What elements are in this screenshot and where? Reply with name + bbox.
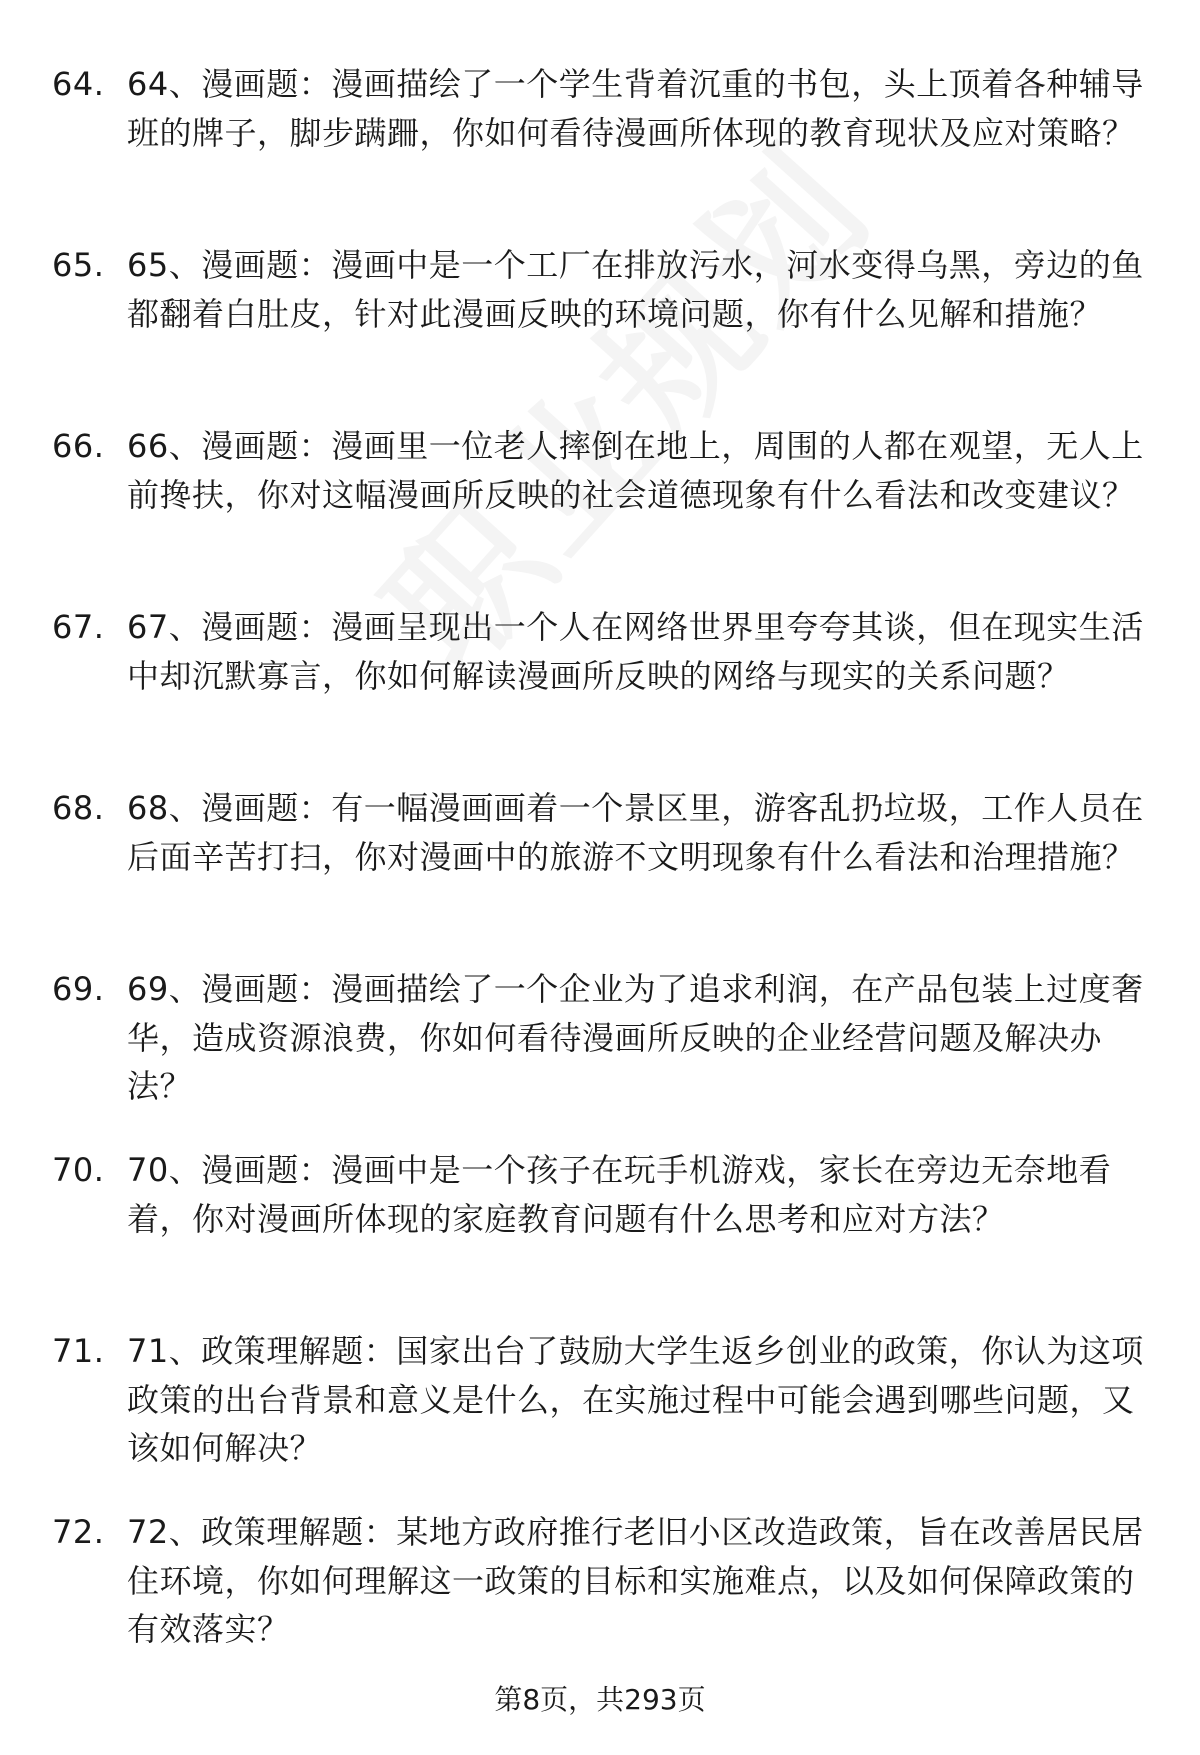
list-item <box>52 60 1152 241</box>
list-item <box>52 965 1152 1146</box>
question-text: 65、漫画题：漫画中是一个工厂在排放污水，河水变得乌黑，旁边的鱼都翻着白肚皮，针对此漫画反映的环境问题，你有什么见解和措施？ <box>127 246 1144 333</box>
question-number: 64. <box>52 65 105 103</box>
question-number: 68. <box>52 789 105 827</box>
list-item <box>52 1146 1152 1327</box>
question-text: 66、漫画题：漫画里一位老人摔倒在地上，周围的人都在观望，无人上前搀扶，你对这幅漫画所反映的社会道德现象有什么看法和改变建议？ <box>127 427 1144 514</box>
question-text: 67、漫画题：漫画呈现出一个人在网络世界里夸夸其谈，但在现实生活中却沉默寡言，你如何解读漫画所反映的网络与现实的关系问题？ <box>127 608 1144 695</box>
question-list <box>52 60 1152 1689</box>
question-number: 70. <box>52 1151 105 1189</box>
question-number: 71. <box>52 1332 105 1370</box>
question-text: 70、漫画题：漫画中是一个孩子在玩手机游戏，家长在旁边无奈地看着，你对漫画所体现的家庭教育问题有什么思考和应对方法？ <box>127 1151 1112 1238</box>
question-text: 68、漫画题：有一幅漫画画着一个景区里，游客乱扔垃圾，工作人员在后面辛苦打扫，你对漫画中的旅游不文明现象有什么看法和治理措施？ <box>127 789 1144 876</box>
page-footer: 第8页，共293页 <box>494 1683 706 1716</box>
list-item <box>52 241 1152 422</box>
question-number: 72. <box>52 1513 105 1551</box>
question-text: 69、漫画题：漫画描绘了一个企业为了追求利润，在产品包装上过度奢华，造成资源浪费，你如何看待漫画所反映的企业经营问题及解决办法？ <box>127 970 1144 1105</box>
list-item <box>52 784 1152 965</box>
list-item <box>52 1508 1152 1689</box>
question-text: 64、漫画题：漫画描绘了一个学生背着沉重的书包，头上顶着各种辅导班的牌子，脚步蹒跚，你如何看待漫画所体现的教育现状及应对策略？ <box>127 65 1144 152</box>
list-item <box>52 422 1152 603</box>
list-item <box>52 1327 1152 1508</box>
question-number: 69. <box>52 970 105 1008</box>
question-text: 72、政策理解题：某地方政府推行老旧小区改造政策，旨在改善居民居住环境，你如何理解这一政策的目标和实施难点，以及如何保障政策的有效落实？ <box>127 1513 1144 1648</box>
question-number: 67. <box>52 608 105 646</box>
question-number: 65. <box>52 246 105 284</box>
list-item <box>52 603 1152 784</box>
question-number: 66. <box>52 427 105 465</box>
question-text: 71、政策理解题：国家出台了鼓励大学生返乡创业的政策，你认为这项政策的出台背景和意义是什么，在实施过程中可能会遇到哪些问题，又该如何解决？ <box>127 1332 1144 1467</box>
